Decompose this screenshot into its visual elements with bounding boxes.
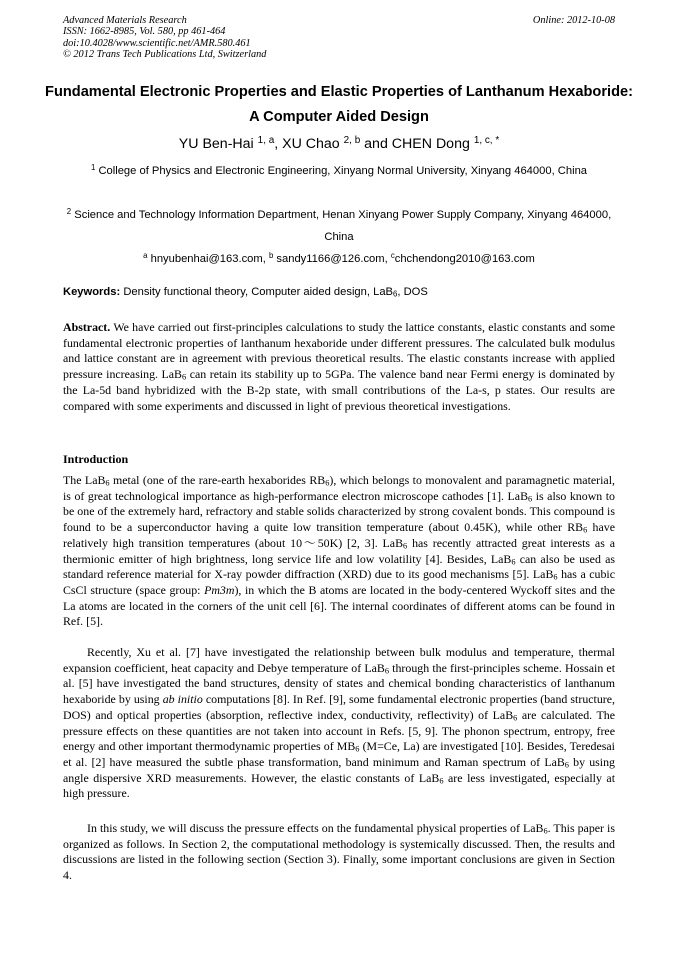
copyright-line: © 2012 Trans Tech Publications Ltd, Switzerland — [63, 49, 267, 61]
keywords-sub: 6 — [393, 289, 398, 299]
text-run: Recently, Xu et al. [7] have investigated the relationship between bulk modulus and temperature, thermal expansion coefficient, heat capacity and Debye temperature of LaB — [63, 645, 615, 675]
abstract — [63, 320, 615, 414]
issn-line: ISSN: 1662-8985, Vol. 580, pp 461-464 — [63, 26, 226, 38]
journal-name: Advanced Materials Research — [63, 15, 187, 26]
subscript: 6 — [105, 478, 110, 488]
author-list — [40, 134, 638, 154]
subscript: 6 — [528, 494, 533, 504]
author-2: XU Chao — [282, 136, 340, 152]
text-run: computations [8]. In Ref. [9], some fundamental electronic properties (band structure, DOS) and optical properties (absorption, reflective index, conductivity, reflectivity) of LaB — [63, 692, 616, 722]
email-list — [60, 248, 618, 270]
online-date — [533, 15, 615, 26]
email-c-mark: c — [390, 251, 395, 261]
keywords-tail: , DOS — [397, 286, 428, 298]
author-2-affil: 2, b — [343, 135, 361, 147]
affiliation-2 — [60, 204, 618, 248]
keywords-label: Keywords: — [63, 286, 121, 298]
affiliation-1-number: 1 — [90, 163, 96, 173]
text-run: (M=Ce, La) are investigated [10]. Besides, Teredesai et al. [2] have measured the subtle phase transformation, band minimum and Raman spectrum of LaB — [63, 739, 615, 769]
email-c[interactable]: chchendong2010@163.com — [394, 253, 535, 265]
author-3-affil: 1, c, * — [473, 135, 500, 147]
abstract-text-2: can retain its stability up to 5GPa. The valence band near Fermi energy is dominated by the La-5d band hybridized with the B-2p state, with small contributions of the La-s, p states. Our results are compared with some experiments and discussed in light of previous theoretical investigations. — [63, 367, 615, 413]
text-run: by using angle dispersive XRD measurements. However, the elastic constants of LaB — [63, 754, 615, 785]
text-run: metal (one of the rare-earth hexaborides RB — [113, 473, 326, 487]
text-run: ), in which the B atoms are located in the body-centered Wyckoff sites and the La atoms are located in the corners of the unit cell [6]. The internal coordinates of different atoms can be found in Ref. [5]. — [63, 582, 615, 629]
author-3: CHEN Dong — [391, 136, 470, 152]
text-run: is also known to be one of the extremely hard, refractory and stable solids characterized by strong covalent bonds. This compound is found to be a superconductor having a quite low transition temperature (about 0.45K), while other RB — [63, 488, 615, 535]
text-run: In this study, we will discuss the pressure effects on the fundamental physical properties of LaB — [87, 821, 544, 835]
author-1-affil: 1, a — [257, 135, 275, 147]
subscript: 6 — [384, 666, 389, 676]
text-run: are less investigated, especially at high pressure. — [63, 770, 616, 801]
subscript: 6 — [182, 372, 187, 382]
text-run: has a cubic CsCl structure (space group: — [63, 567, 615, 597]
subscript: 6 — [553, 572, 558, 582]
subscript: 6 — [439, 776, 444, 786]
text-run: are calculated. The pressure effects on these quantities are not taken into account in Refs. [5, 9]. The phonon spectrum, entropy, free energy and other important thermodynamic properties of MB — [63, 707, 615, 754]
subscript: 6 — [325, 478, 330, 488]
text-run: through the first-principles scheme. Hossain et al. [5] have investigated the band structures, density of states and chemical bonding characteristics of lanthanum hexaboride by using — [63, 660, 615, 707]
space-group: Pm3m — [204, 582, 235, 597]
subscript: 6 — [543, 826, 548, 836]
subscript: 6 — [513, 713, 518, 723]
intro-paragraph-3 — [63, 821, 615, 884]
email-b-mark: b — [268, 251, 274, 261]
text-run: have relatively high transition temperatures (about 10～50K) [2, 3]. LaB — [63, 520, 615, 550]
subscript: 6 — [511, 557, 516, 567]
subscript: 6 — [355, 744, 360, 754]
abstract-label: Abstract. — [63, 320, 111, 334]
doi-line: doi:10.4028/www.scientific.net/AMR.580.461 — [63, 37, 251, 49]
text-run: can also be used as standard reference material for X-ray powder diffraction (XRD) due to its good mechanisms [5]. LaB — [63, 551, 615, 582]
text-run: . This paper is organized as follows. In Section 2, the computational methodology is systemically discussed. Then, the results and discussions are listed in the following section (Section 3). Finally, some important conclusions are given in Section 4. — [63, 821, 615, 883]
subscript: 6 — [403, 541, 408, 551]
abstract-text-1: We have carried out first-principles calculations to study the lattice constants, elastic constants and some fundamental electronic properties of lanthanum hexaboride under different pressures. The calculated bulk modulus and lattice constant are in agreement with previous theoretical results. The elastic constants increase with applied pressure increasing. LaB — [63, 320, 615, 382]
affiliation-2-text: Science and Technology Information Department, Henan Xinyang Power Supply Company, Xinyang 464000, China — [74, 209, 612, 243]
affiliation-2-number: 2 — [66, 207, 72, 217]
keywords-text: Density functional theory, Computer aided design, LaB — [123, 286, 394, 298]
email-a-mark: a — [143, 251, 148, 261]
online-date-text: Online: 2012-10-08 — [532, 15, 615, 26]
journal-header — [63, 15, 266, 61]
email-b[interactable]: sandy1166@126.com, — [276, 253, 388, 265]
intro-paragraph-1 — [63, 473, 615, 630]
italic-term: ab initio — [162, 692, 203, 707]
paper-title: Fundamental Electronic Properties and Elastic Properties of Lanthanum Hexaboride: A Computer Aided Design — [45, 84, 633, 125]
text-run: has recently attracted great interests as a thermionic emitter of high brightness, long service life and low volatility [4]. Besides, LaB — [63, 535, 615, 566]
intro-paragraph-2 — [63, 645, 615, 802]
keywords — [63, 284, 615, 300]
text-run: The LaB — [63, 473, 106, 487]
author-sep: , — [274, 136, 283, 152]
affiliation-1-text: College of Physics and Electronic Engineering, Xinyang Normal University, Xinyang 464000, China — [98, 165, 588, 177]
affiliation-1 — [60, 160, 618, 182]
section-heading-introduction: Introduction — [63, 452, 129, 466]
email-a[interactable]: hnyubenhai@163.com, — [150, 253, 266, 265]
text-run: ), which belongs to monovalent and paramagnetic material, is of great technological importance as high-performance electron microscope cathodes [1]. LaB — [63, 473, 615, 503]
subscript: 6 — [583, 525, 588, 535]
author-1: YU Ben-Hai — [178, 136, 254, 152]
author-and: and — [364, 136, 388, 152]
subscript: 6 — [564, 760, 569, 770]
